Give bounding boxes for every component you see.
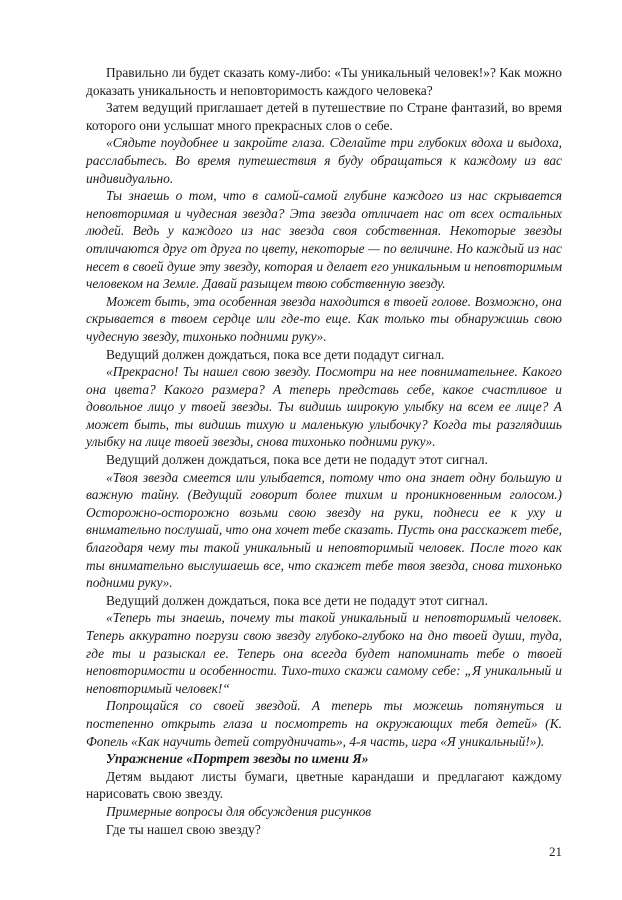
- paragraph: Ведущий должен дождаться, пока все дети не подадут этот сигнал.: [106, 452, 488, 468]
- paragraph-italic: «Сядьте поудобнее и закройте глаза. Сделайте три глубоких вдоха и выдоха, расслабьтесь. Во время путешествия я буду обращаться к каждому из вас индивидуально.: [86, 135, 562, 186]
- paragraph-italic: «Твоя звезда смеется или улыбается, потому что она знает одну большую и важную тайну. (Ведущий говорит более тихим и проникновенным голосом.) Осторожно-осторожно возьми свою звезду на руки, поднеси ее к уху и внимательно послушай, что она хочет тебе сказать. Пусть она расскажет тебе, благодаря чему ты такой уникальный и неповторимый человек. После того как ты внимательно выслушаешь все, что скажет тебе твоя звезда, снова тихонько подними руку».: [86, 469, 562, 591]
- paragraph-italic: «Прекрасно! Ты нашел свою звезду. Посмотри на нее повнимательнее. Какого она цвета? Какого размера? А теперь представь себе, какое счастливое и довольное лицо у твоей звезды. Ты видишь широкую улыбку на всем ее лице? А может быть, ты видишь тихую и маленькую улыбочку? Когда ты разглядишь улыбку на лице твоей звезды, снова тихонько подними руку».: [86, 364, 562, 450]
- paragraph: Ведущий должен дождаться, пока все дети подадут сигнал.: [106, 346, 445, 362]
- paragraph-italic: Попрощайся со своей звездой. А теперь ты можешь потянуться и постепенно открыть глаза и посмотреть на окружающих тебя детей» (К. Фопель «Как научить детей сотрудничать», 4-я часть, игра «Я уникальный!»).: [86, 698, 562, 749]
- paragraph: Где ты нашел свою звезду?: [106, 821, 261, 837]
- paragraph: Правильно ли будет сказать кому-либо: «Ты уникальный человек!»? Как можно доказать уникальность и неповторимость каждого человека?: [86, 65, 562, 98]
- paragraph-italic: Ты знаешь о том, что в самой-самой глубине каждого из нас скрывается неповторимая и чудесная звезда? Эта звезда отличает нас от всех остальных людей. Ведь у каждого из нас звезда своя собственная. Некоторые звезды отличаются друг от друга по цвету, некоторые — по величине. Но каждый из нас несет в своей душе эту звезду, которая и делает его уникальным и неповторимым человеком на Земле. Давай разыщем твою собственную звезду.: [86, 188, 562, 292]
- page-number: 21: [549, 844, 562, 859]
- paragraph: Ведущий должен дождаться, пока все дети не подадут этот сигнал.: [106, 592, 488, 608]
- paragraph: Затем ведущий приглашает детей в путешествие по Стране фантазий, во время которого они услышат много прекрасных слов о себе.: [86, 100, 562, 133]
- exercise-heading: Упражнение «Портрет звезды по имени Я»: [106, 751, 369, 767]
- page-body: [86, 64, 562, 838]
- paragraph-italic: «Теперь ты знаешь, почему ты такой уникальный и неповторимый человек. Теперь аккуратно погрузи свою звезду глубоко-глубоко на дно твоей души, туда, где ты и разыскал ее. Теперь она всегда будет напоминать тебе о твоей неповторимости и особенности. Тихо-тихо скажи самому себе: „Я уникальный и неповторимый человек!“: [86, 610, 562, 696]
- paragraph: Детям выдают листы бумаги, цветные карандаши и предлагают каждому нарисовать свою звезду.: [86, 768, 562, 802]
- paragraph-italic: Может быть, эта особенная звезда находится в твоей голове. Возможно, она скрывается в твоем сердце или где-то еще. Как только ты обнаружишь свою чудесную звезду, тихонько подними руку».: [86, 293, 562, 344]
- paragraph-italic: Примерные вопросы для обсуждения рисунков: [106, 803, 372, 819]
